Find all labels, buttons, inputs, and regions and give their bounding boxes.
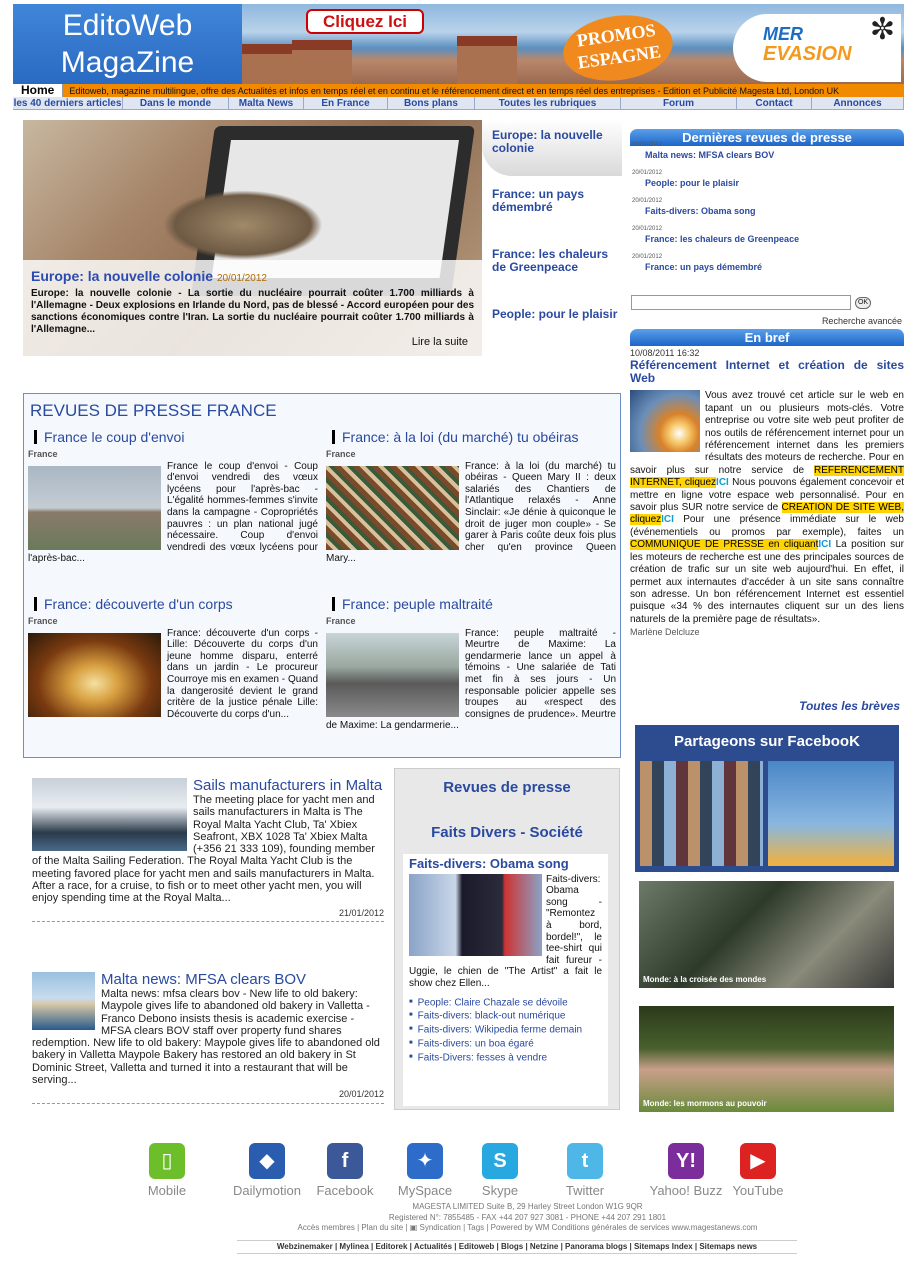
- revue-item: [632, 142, 902, 161]
- share-yahoo-buzz[interactable]: [645, 1143, 727, 1198]
- footer-network-links[interactable]: Webzinemaker | Mylinea | Editorek | Actualités | Editoweb | Blogs | Netzine | Panorama blogs | Sitemaps Index | Sitemaps news: [237, 1240, 797, 1254]
- box-article-text: Faits-divers: Obama song - "Remontez à bord, bordel!", le tee-shirt qui fait fureur - Uggie, le chien de "The Artist" a fait le show chez Ellen...: [409, 873, 602, 989]
- footer-registration: Registered N°: 7855485 - FAX +44 207 927 3081 - PHONE +44 207 291 1801: [388, 1212, 667, 1222]
- revue-link[interactable]: People: pour le plaisir: [645, 178, 740, 188]
- banner-house: [457, 36, 517, 84]
- share-twitter[interactable]: [562, 1143, 608, 1198]
- revue-link[interactable]: Malta news: MFSA clears BOV: [645, 150, 775, 160]
- bref-author: Marlène Delcluze: [630, 627, 700, 638]
- tagline-bar: [13, 84, 904, 97]
- nav-item-forum[interactable]: Forum: [621, 97, 737, 109]
- revue-date: 20/01/2012: [632, 226, 663, 232]
- hero-title[interactable]: Europe: la nouvelle colonie: [31, 268, 214, 284]
- article-text: France: découverte d'un corps - Lille: Découverte du corps d'un jeune homme disparu, enterré dans un jardin - Le procureur Courroye mis en examen - Quand la dangerosité devient le grand critère de la justice pénale Lille: Découverte du corps d'un...: [167, 627, 318, 720]
- revues-france-title: REVUES DE PRESSE FRANCE: [30, 401, 277, 420]
- nav-item-malta[interactable]: Malta News: [229, 97, 304, 109]
- box-link[interactable]: ■ Faits-divers: un boa égaré: [409, 1037, 602, 1051]
- facebook-icon: f: [327, 1143, 363, 1179]
- faces-mosaic: [640, 761, 763, 866]
- nav-item-sections[interactable]: Toutes les rubriques: [475, 97, 621, 109]
- photo-caption: Monde: les mormons au pouvoir: [643, 1099, 767, 1108]
- hero-tab-4[interactable]: People: pour le plaisir: [492, 307, 618, 321]
- brand-mer: MER: [763, 24, 803, 44]
- share-label: Facebook: [316, 1183, 374, 1198]
- facebook-share-box[interactable]: [635, 725, 899, 872]
- photo-card[interactable]: [639, 881, 894, 988]
- box-article-image[interactable]: [409, 874, 542, 956]
- news-text: Malta news: mfsa clears bov - New life to old bakery: Maypole gives life to abandoned old bakery in Valletta - Franco Debono insists thesis is academic exercise - MFSA clears BOV staff over property fund shares redemption. New life to old bakery: Maypole gives life to abandoned old bakery in Valletta Maypole Bakery has restored an old bakery in St Dominic Street, Valletta and turned it into a restaurant that will be serving...: [32, 988, 380, 1087]
- box-link-list: [409, 996, 602, 1065]
- article-card: [28, 430, 318, 565]
- jumping-people-image: [768, 761, 894, 866]
- bref-text: La position sur les moteurs de recherche est une des principales sources de création de trafic sur un site web aujourd'hui. En effet, il permet aux internautes d'accéder à un site sans connaître son adresse. Un bon référencement Internet est essentiel puisque «34 % des internautes cliquent sur un des liens naturels de la première page de résultats».: [630, 539, 904, 625]
- dailymotion-icon: ◆: [249, 1143, 285, 1179]
- article-category: France: [28, 449, 58, 459]
- hero-tab-2[interactable]: France: un pays démembré: [492, 187, 585, 214]
- share-label: Skype: [481, 1183, 519, 1198]
- revue-item: [632, 170, 902, 189]
- article-card: [326, 430, 616, 565]
- main-nav: [13, 97, 904, 110]
- bref-text: Pour une présence immédiate sur le web (événementiels ou promos par exemple), faites un: [630, 514, 904, 538]
- all-briefs-link[interactable]: Toutes les brèves: [799, 699, 900, 713]
- bref-highlight-link[interactable]: REFERENCEMENT INTERNET, cliquez: [630, 464, 904, 489]
- nav-item-contact[interactable]: Contact: [737, 97, 812, 109]
- share-facebook[interactable]: [312, 1143, 378, 1198]
- hero-tab-3[interactable]: France: les chaleurs de Greenpeace: [492, 247, 609, 274]
- brand-evasion: EVASION: [763, 43, 852, 65]
- article-image[interactable]: [326, 466, 459, 550]
- photo-caption: Monde: à la croisée des mondes: [643, 975, 767, 984]
- share-mobile[interactable]: [146, 1143, 188, 1198]
- bref-article: [630, 347, 904, 639]
- article-title[interactable]: France: à la loi (du marché) tu obéiras: [332, 430, 616, 444]
- bref-header: En bref: [630, 329, 904, 346]
- share-skype[interactable]: [478, 1143, 522, 1198]
- share-youtube[interactable]: [730, 1143, 786, 1198]
- bref-text: Nous pouvons également concevoir et mettre en ligne votre espace web personnalisé. Pour en savoir plus SUR notre service de: [630, 477, 905, 514]
- facebook-title: Partageons sur FacebooK: [674, 733, 860, 750]
- search-ok-button[interactable]: OK: [855, 297, 871, 309]
- box-article-title[interactable]: Faits-divers: Obama song: [409, 856, 569, 871]
- banner-house: [242, 44, 292, 84]
- twitter-icon: t: [567, 1143, 603, 1179]
- search-input[interactable]: [631, 295, 851, 310]
- promo-badge[interactable]: PROMOS ESPAGNE: [559, 9, 677, 88]
- faits-divers-box: [394, 768, 620, 1110]
- ici-link[interactable]: ICI: [818, 539, 832, 551]
- bref-date: 10/08/2011 16:32: [630, 348, 700, 358]
- article-title[interactable]: France: peuple maltraité: [332, 597, 616, 611]
- article-category: France: [28, 616, 58, 626]
- article-category: France: [326, 616, 356, 626]
- banner-cta-button[interactable]: Cliquez Ici: [306, 9, 424, 34]
- read-more-link[interactable]: Lire la suite: [411, 336, 468, 348]
- news-item: [32, 778, 384, 922]
- revues-header: Dernières revues de presse: [630, 129, 904, 146]
- news-text: The meeting place for yacht men and sails manufacturers in Malta is The Royal Malta Yacht Club, Ta' Xbiex Seafront, XBX 1028 Ta' Xbiex Malta (+356 21 333 109), founding member of the Malta Sailing Federation. The Royal Malta Yacht Club is the meeting favored place for yacht men and sails manufacturers in Malta. After a race, for a cruise, to fish or to meet other yacht men, you will enjoy spending time at the Royal Malta...: [32, 794, 375, 905]
- home-link[interactable]: Home: [13, 84, 63, 97]
- box-link[interactable]: ■ Faits-divers: Wikipedia ferme demain: [409, 1023, 602, 1037]
- logo-line1: EditoWeb: [62, 9, 193, 42]
- box-link[interactable]: ■ Faits-Divers: fesses à vendre: [409, 1051, 602, 1065]
- nav-item-ads[interactable]: Annonces: [812, 97, 904, 109]
- news-title[interactable]: Malta news: MFSA clears BOV: [101, 971, 307, 988]
- article-title[interactable]: France: découverte d'un corps: [34, 597, 318, 611]
- news-item: [32, 972, 384, 1104]
- revue-date: 20/01/2012: [632, 198, 663, 204]
- share-label: Dailymotion: [233, 1183, 301, 1198]
- ici-link[interactable]: ICI: [661, 514, 674, 526]
- share-label: Twitter: [565, 1183, 605, 1198]
- skype-icon: S: [482, 1143, 518, 1179]
- box-subheading[interactable]: Faits Divers - Société: [431, 824, 583, 841]
- article-image[interactable]: [28, 466, 161, 550]
- youtube-icon: ▶: [740, 1143, 776, 1179]
- bref-text: Vous avez trouvé cet article sur le web en tapant un ou plusieurs mots-clés. Votre entreprise ou votre site web peut profiter de nos outils de référencement internet pour un référencement internet dans les premiers résultats des moteurs de recherche. Pour en savoir plus sur notre service de: [630, 390, 904, 476]
- banner-house: [292, 40, 352, 84]
- myspace-icon: ✦: [407, 1143, 443, 1179]
- revue-date: 20/01/2012: [632, 170, 663, 176]
- article-image[interactable]: [28, 633, 161, 717]
- revue-link[interactable]: France: les chaleurs de Greenpeace: [645, 234, 800, 244]
- revue-date: 20/01/2012: [632, 142, 663, 148]
- tagline: Editoweb, magazine multilingue, offre des Actualités et infos en temps réel et en continu et le référencement direct et en temps réel des entreprises - Edition et Publicité Magesta Ltd, London UK: [69, 86, 840, 96]
- nav-item-latest[interactable]: les 40 derniers articles: [13, 98, 122, 109]
- revue-link[interactable]: France: un pays démembré: [645, 262, 763, 272]
- bref-highlight-link[interactable]: CREATION DE SITE WEB, cliquez: [630, 502, 904, 526]
- news-title[interactable]: Sails manufacturers in Malta: [193, 777, 383, 794]
- article-title[interactable]: France le coup d'envoi: [34, 430, 318, 444]
- article-text: France: à la loi (du marché) tu obéiras - Queen Mary II : deux salariés des Chantiers de l'Atlantique relaxés - Anne Sinclair: «Je dénie à quiconque le droit de juger mon couple» - Se garer à Paris coûte deux fois plus cher qu'en province Queen Mary...: [326, 460, 616, 565]
- revues-france-box: [23, 393, 621, 758]
- box-content: [403, 854, 608, 1106]
- article-card: [28, 597, 318, 720]
- share-label: Mobile: [147, 1183, 187, 1198]
- footer-links[interactable]: Accès membres | Plan du site | ▣ Syndication | Tags | Powered by WM Conditions générales de services www.magestanews.com: [297, 1223, 758, 1232]
- revue-date: 20/01/2012: [632, 254, 663, 260]
- bref-headline[interactable]: Référencement Internet et création de sites Web: [630, 358, 904, 386]
- share-label: MySpace: [397, 1183, 453, 1198]
- bref-highlight-link[interactable]: COMMUNIQUE DE PRESSE en cliquant: [630, 539, 819, 551]
- mobile-icon: ▯: [149, 1143, 185, 1179]
- palm-tree-icon: ✼: [869, 13, 895, 46]
- article-card: [326, 597, 616, 732]
- news-date: 21/01/2012: [32, 907, 384, 922]
- nav-item-world[interactable]: Dans le monde: [123, 97, 229, 109]
- hero-tabs: [482, 120, 622, 356]
- share-label: YouTube: [732, 1183, 784, 1198]
- hero-slider[interactable]: [23, 120, 482, 356]
- hero-tab-1[interactable]: Europe: la nouvelle colonie: [482, 120, 622, 176]
- footer-info: [140, 1202, 915, 1234]
- hero-date: 20/01/2012: [216, 273, 267, 284]
- photo-card[interactable]: [639, 1006, 894, 1112]
- article-image[interactable]: [326, 633, 459, 717]
- box-heading[interactable]: Revues de presse: [443, 779, 571, 796]
- hero-image-cat: [163, 190, 323, 260]
- revue-item: [632, 226, 902, 245]
- revue-link[interactable]: Faits-divers: Obama song: [645, 206, 756, 216]
- nav-item-france[interactable]: En France: [304, 97, 388, 109]
- news-date: 20/01/2012: [32, 1088, 384, 1103]
- news-image[interactable]: [32, 778, 187, 851]
- share-myspace[interactable]: [394, 1143, 456, 1198]
- ici-link[interactable]: ICI: [716, 477, 729, 489]
- logo-line2: MagaZine: [60, 46, 195, 79]
- article-category: France: [326, 449, 356, 459]
- mer-evasion-logo[interactable]: [733, 14, 901, 82]
- news-image[interactable]: [32, 972, 95, 1030]
- hero-caption: [23, 260, 482, 356]
- share-dailymotion[interactable]: [228, 1143, 306, 1198]
- yahoo-icon: Y!: [668, 1143, 704, 1179]
- hero-desc: Europe: la nouvelle colonie - La sortie du nucléaire pourrait coûter 1.700 milliards à l'Allemagne - Deux explosions en Irlande du Nord, pas de blessé - Accord européen pour des sanctions économiques contre l'Iran. La sortie du nucléaire pourrait coûter 1.700 milliards à l'Allemagne...: [31, 288, 474, 335]
- article-text: France le coup d'envoi - Coup d'envoi vendredi des vœux lycéens pour l'après-bac - L'égalité hommes-femmes s'invite dans la campagne - Copropriétés pauvres : un plan national jugé nécessaire. Coup d'envoi vendredi des vœux lycéens pour l'après-bac...: [28, 460, 318, 565]
- footer-address: MAGESTA LIMITED Suite B, 29 Harley Street London W1G 9QR: [412, 1202, 643, 1211]
- article-text: France: peuple maltraité - Meurtre de Maxime: La gendarmerie lance un appel à témoins - Une salariée de Tati met fin à ses jours - Un responsable policier appelle ses troupes au «respect des consignes de prudence». Meurtre de Maxime: La gendarmerie...: [326, 627, 616, 732]
- box-link[interactable]: ■ Faits-divers: black-out numérique: [409, 1009, 602, 1023]
- bref-thumbnail: [630, 390, 700, 452]
- revue-item: [632, 254, 902, 273]
- advanced-search-link[interactable]: Recherche avancée: [821, 316, 902, 326]
- nav-item-deals[interactable]: Bons plans: [388, 97, 475, 109]
- revue-item: [632, 198, 902, 217]
- site-logo[interactable]: [13, 4, 242, 84]
- share-label: Yahoo! Buzz: [649, 1183, 723, 1198]
- box-link[interactable]: ■ People: Claire Chazale se dévoile: [409, 996, 602, 1010]
